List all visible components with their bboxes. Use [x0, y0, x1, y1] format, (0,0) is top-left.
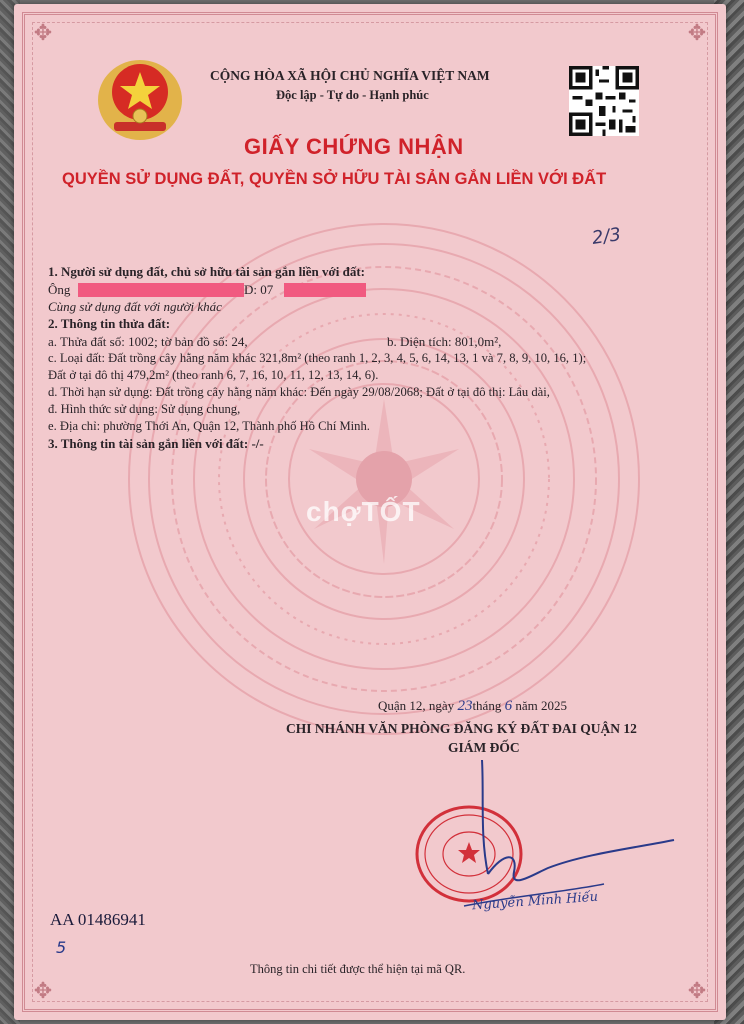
- signer-position: GIÁM ĐỐC: [448, 740, 520, 755]
- date-prefix: Quận 12, ngày: [378, 698, 458, 713]
- qr-footer-note: Thông tin chi tiết được thể hiện tại mã QR.: [250, 962, 466, 976]
- redacted-owner-id: [284, 283, 366, 297]
- parcel-address: e. Địa chỉ: phường Thới An, Quận 12, Thành phố Hồ Chí Minh.: [48, 419, 370, 433]
- date-month-label: tháng: [472, 698, 505, 713]
- handwritten-page-mark: 2/3: [590, 224, 623, 249]
- corner-ornament: ✥: [33, 978, 53, 1003]
- corner-ornament: ✥: [33, 20, 53, 45]
- country-name: CỘNG HÒA XÃ HỘI CHỦ NGHĨA VIỆT NAM: [210, 68, 490, 83]
- qr-code[interactable]: [569, 66, 639, 136]
- land-type: c. Loại đất: Đất trồng cây hằng năm khác 321,8m² (theo ranh 1, 2, 3, 4, 5, 6, 14, 13, 1 và 7, 8, 9, 10, 16, 1);: [48, 351, 587, 365]
- date-year: năm 2025: [512, 698, 567, 713]
- issuing-office: CHI NHÁNH VĂN PHÒNG ĐĂNG KÝ ĐẤT ĐAI QUẬN 12: [286, 721, 637, 736]
- national-motto: Độc lập - Tự do - Hạnh phúc: [276, 88, 429, 102]
- corner-ornament: ✥: [687, 978, 707, 1003]
- date-day: 23: [457, 698, 473, 714]
- date-month: 6: [504, 698, 513, 714]
- section3-heading: 3. Thông tin tài sản gắn liền với đất: -/-: [48, 436, 264, 451]
- section2-heading: 2. Thông tin thửa đất:: [48, 316, 171, 331]
- certificate-sheet: [14, 4, 726, 1020]
- chotot-watermark: chợTỐT: [306, 496, 421, 527]
- parcel-area: b. Diện tích: 801,0m²,: [387, 334, 502, 349]
- serial-number: AA 01486941: [50, 910, 146, 929]
- serial-handwritten-mark: 5: [56, 938, 67, 957]
- owner-prefix: Ông: [48, 282, 71, 297]
- issue-date: [378, 698, 567, 715]
- urban-land: Đất ở tại đô thị 479,2m² (theo ranh 6, 7, 16, 10, 11, 12, 13, 14, 6).: [48, 368, 379, 382]
- signer-name: Nguyễn Minh Hiếu: [471, 889, 599, 914]
- document-subtitle: QUYỀN SỬ DỤNG ĐẤT, QUYỀN SỞ HỮU TÀI SẢN GẮN LIỀN VỚI ĐẤT: [62, 170, 607, 188]
- owner-id-suffix: D: 07: [244, 282, 274, 297]
- parcel-number: a. Thửa đất số: 1002; tờ bản đồ số: 24,: [48, 334, 248, 349]
- national-emblem-icon: [92, 54, 188, 144]
- corner-ornament: ✥: [687, 20, 707, 45]
- bronze-drum-pattern: [124, 219, 644, 739]
- use-form: đ. Hình thức sử dụng: Sử dụng chung,: [48, 402, 241, 416]
- shared-use-note: Cùng sử dụng đất với người khác: [48, 299, 222, 314]
- use-term: d. Thời hạn sử dụng: Đất trồng cây hằng năm khác: Đến ngày 29/08/2068; Đất ở tại đô thị: Lâu dài,: [48, 385, 550, 399]
- section1-heading: 1. Người sử dụng đất, chủ sở hữu tài sản gắn liền với đất:: [48, 264, 365, 279]
- redacted-owner-name: [78, 283, 244, 297]
- document-title: GIẤY CHỨNG NHẬN: [244, 134, 464, 159]
